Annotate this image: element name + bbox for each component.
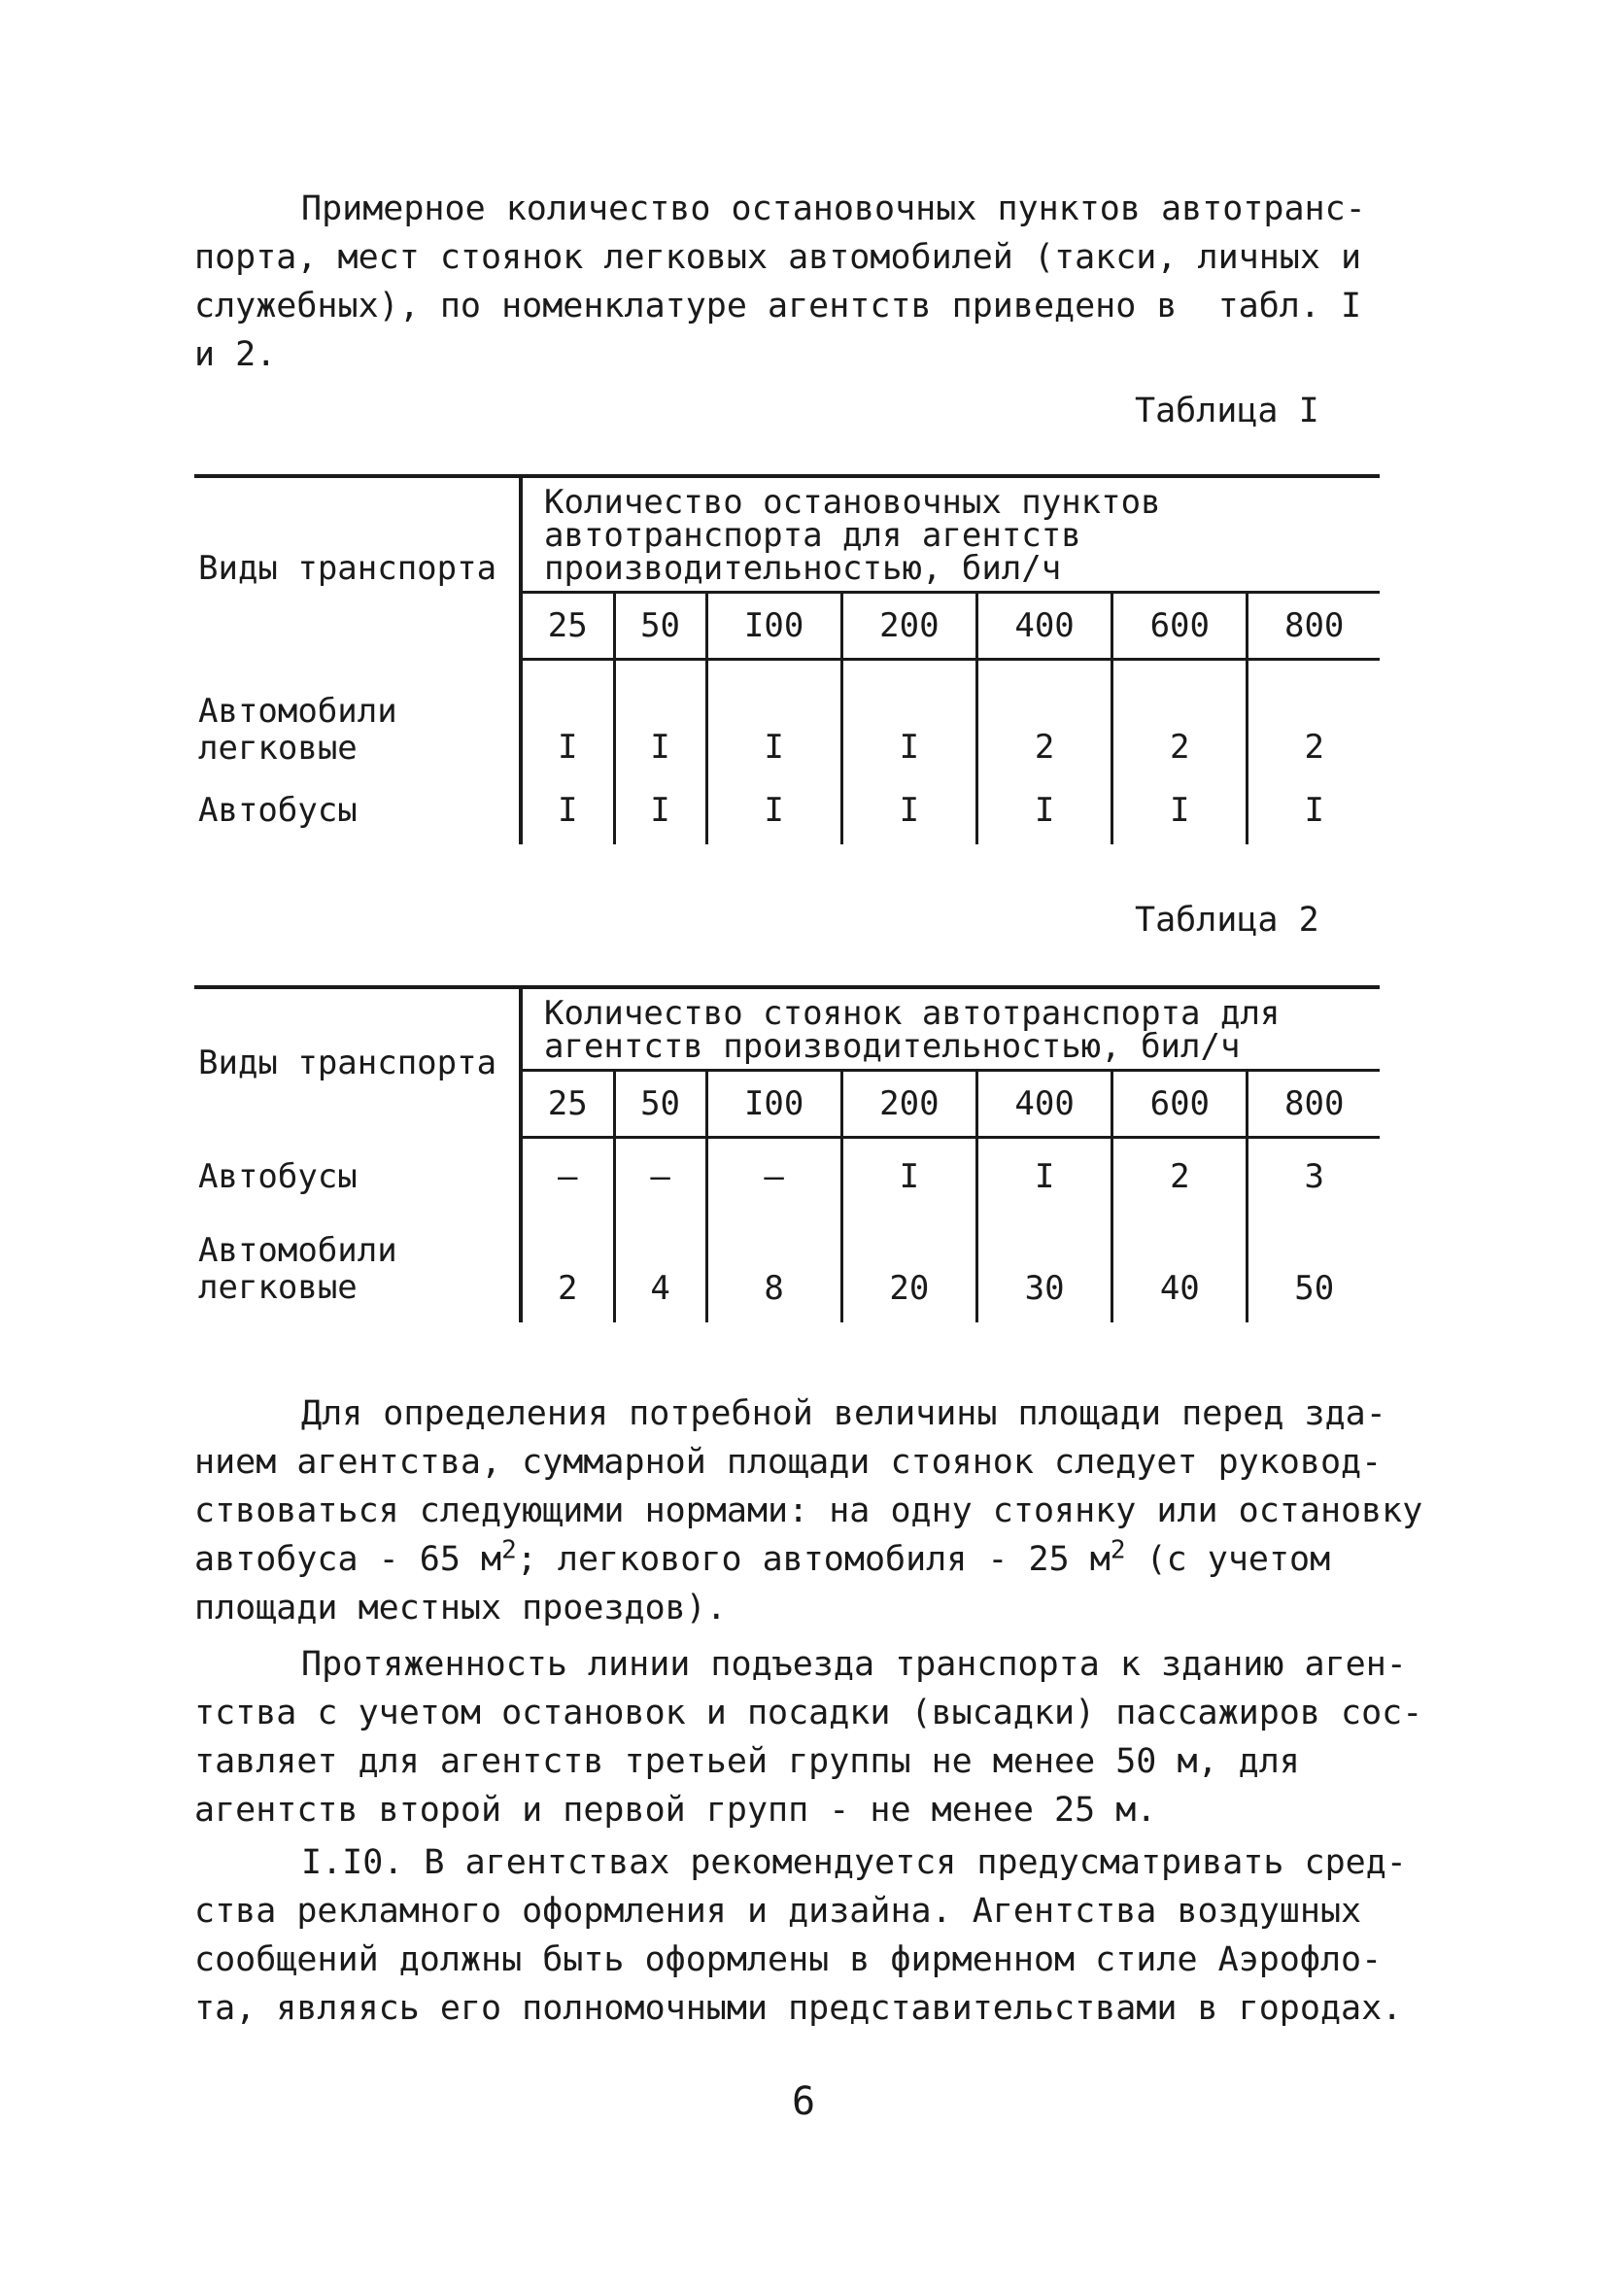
paragraph-line: та, являясь его полномочными представительствами в городах. — [194, 1989, 1403, 2028]
table1-row-label: Автомобили легковые — [194, 660, 521, 776]
table2-row-label: Автобусы — [194, 1138, 521, 1216]
table1-column-header: 25 — [521, 593, 614, 660]
paragraph-line: ства рекламного оформления и дизайна. Агентства воздушных — [194, 1892, 1362, 1931]
table1-row-label: Автобусы — [194, 776, 521, 844]
table-cell: 2 — [521, 1216, 614, 1322]
table2-row-label: Автомобили легковые — [194, 1216, 521, 1322]
table-row — [194, 660, 1380, 776]
table-cell: I — [614, 660, 706, 776]
table2-column-header: 50 — [614, 1071, 706, 1138]
paragraph-line: Для определения потребной величины площади перед зда- — [301, 1394, 1386, 1433]
paragraph-line: I.I0. В агентствах рекомендуется предусматривать сред- — [301, 1843, 1407, 1882]
table2-column-header: 800 — [1248, 1071, 1380, 1138]
table-cell: I — [521, 660, 614, 776]
table2-row-header: Виды транспорта — [194, 987, 521, 1138]
table-cell: 8 — [706, 1216, 841, 1322]
table1-column-header: 600 — [1112, 593, 1248, 660]
table-cell: 40 — [1112, 1216, 1248, 1322]
table-cell: 50 — [1294, 1268, 1335, 1308]
table1-column-header: 800 — [1248, 593, 1380, 660]
table-row — [194, 1216, 1380, 1322]
table-cell: 4 — [614, 1216, 706, 1322]
table2 — [194, 985, 1380, 1322]
intro-line: порта, мест стоянок легковых автомобилей (такси, личных и — [194, 238, 1362, 277]
table-cell: 3 — [1304, 1157, 1324, 1197]
table-cell: I — [1112, 776, 1248, 844]
table-cell: – — [521, 1138, 614, 1216]
table-cell: – — [614, 1138, 706, 1216]
intro-paragraph — [194, 185, 1399, 379]
table2-caption: Таблица 2 — [1135, 901, 1319, 940]
table1-row-header: Виды транспорта — [194, 476, 521, 660]
table-cell: 20 — [841, 1216, 976, 1322]
table-cell: I — [521, 776, 614, 844]
table-cell: 30 — [976, 1216, 1111, 1322]
table2-column-header: 25 — [521, 1071, 614, 1138]
paragraph-line — [194, 1535, 1419, 1584]
table-cell: 2 — [1304, 728, 1324, 768]
table-cell: I — [1304, 790, 1324, 830]
table1-column-header: 50 — [614, 593, 706, 660]
table-cell: I — [706, 660, 841, 776]
table-cell: – — [706, 1138, 841, 1216]
table-row — [194, 1138, 1380, 1216]
table-row — [194, 776, 1380, 844]
car-area-text: ; легкового автомобиля - 25 м — [516, 1540, 1111, 1579]
table2-column-header: 600 — [1112, 1071, 1248, 1138]
superscript-2: 2 — [1110, 1535, 1126, 1565]
table-cell: I — [614, 776, 706, 844]
table-cell: I — [841, 776, 976, 844]
paragraph-line: нием агентства, суммарной площади стоянок следует руковод- — [194, 1443, 1383, 1482]
access-length-paragraph — [194, 1640, 1423, 1834]
table-cell: I — [841, 660, 976, 776]
table-cell: 2 — [1112, 1138, 1248, 1216]
paragraph-line: тавляет для агентств третьей группы не менее 50 м, для — [194, 1742, 1300, 1781]
table2-column-header: 400 — [976, 1071, 1111, 1138]
paragraph-line: площади местных проездов). — [194, 1589, 727, 1628]
paragraph-line: тства с учетом остановок и посадки (высадки) пассажиров сос- — [194, 1694, 1423, 1732]
paragraph-line: сообщений должны быть оформлены в фирменном стиле Аэрофло- — [194, 1940, 1383, 1979]
paragraph-line: ствоваться следующими нормами: на одну стоянку или остановку — [194, 1491, 1423, 1530]
table1-group-header: Количество остановочных пунктов автотранспорта для агентств производительностью, бил/ч — [521, 476, 1380, 593]
intro-line: и 2. — [194, 335, 277, 374]
table-cell: I — [976, 776, 1111, 844]
table-cell: I — [841, 1138, 976, 1216]
area-norms-paragraph — [194, 1389, 1423, 1632]
table1-column-header: 200 — [841, 593, 976, 660]
table2-group-header: Количество стоянок автотранспорта для агентств производительностью, бил/ч — [521, 987, 1380, 1071]
paragraph-line: агентств второй и первой групп - не менее 25 м. — [194, 1791, 1157, 1830]
bus-area-text: автобуса - 65 м — [194, 1540, 502, 1579]
table-cell: I — [706, 776, 841, 844]
paragraph-line: Протяженность линии подъезда транспорта к зданию аген- — [301, 1645, 1407, 1684]
table1-caption: Таблица I — [1135, 392, 1319, 430]
table2-column-header: 200 — [841, 1071, 976, 1138]
table-cell: 2 — [976, 660, 1111, 776]
page-number: 6 — [791, 2079, 816, 2124]
table1 — [194, 474, 1380, 844]
table1-column-header: I00 — [706, 593, 841, 660]
section-1-10-paragraph — [194, 1838, 1419, 2033]
table-cell: I — [976, 1138, 1111, 1216]
table2-column-header: I00 — [706, 1071, 841, 1138]
table-cell: 2 — [1112, 660, 1248, 776]
area-note-text: (с учетом — [1125, 1540, 1331, 1579]
table1-column-header: 400 — [976, 593, 1111, 660]
intro-line: Примерное количество остановочных пунктов автотранс- — [301, 189, 1366, 228]
superscript-2: 2 — [501, 1535, 517, 1565]
intro-line: служебных), по номенклатуре агентств приведено в табл. I — [194, 287, 1362, 326]
